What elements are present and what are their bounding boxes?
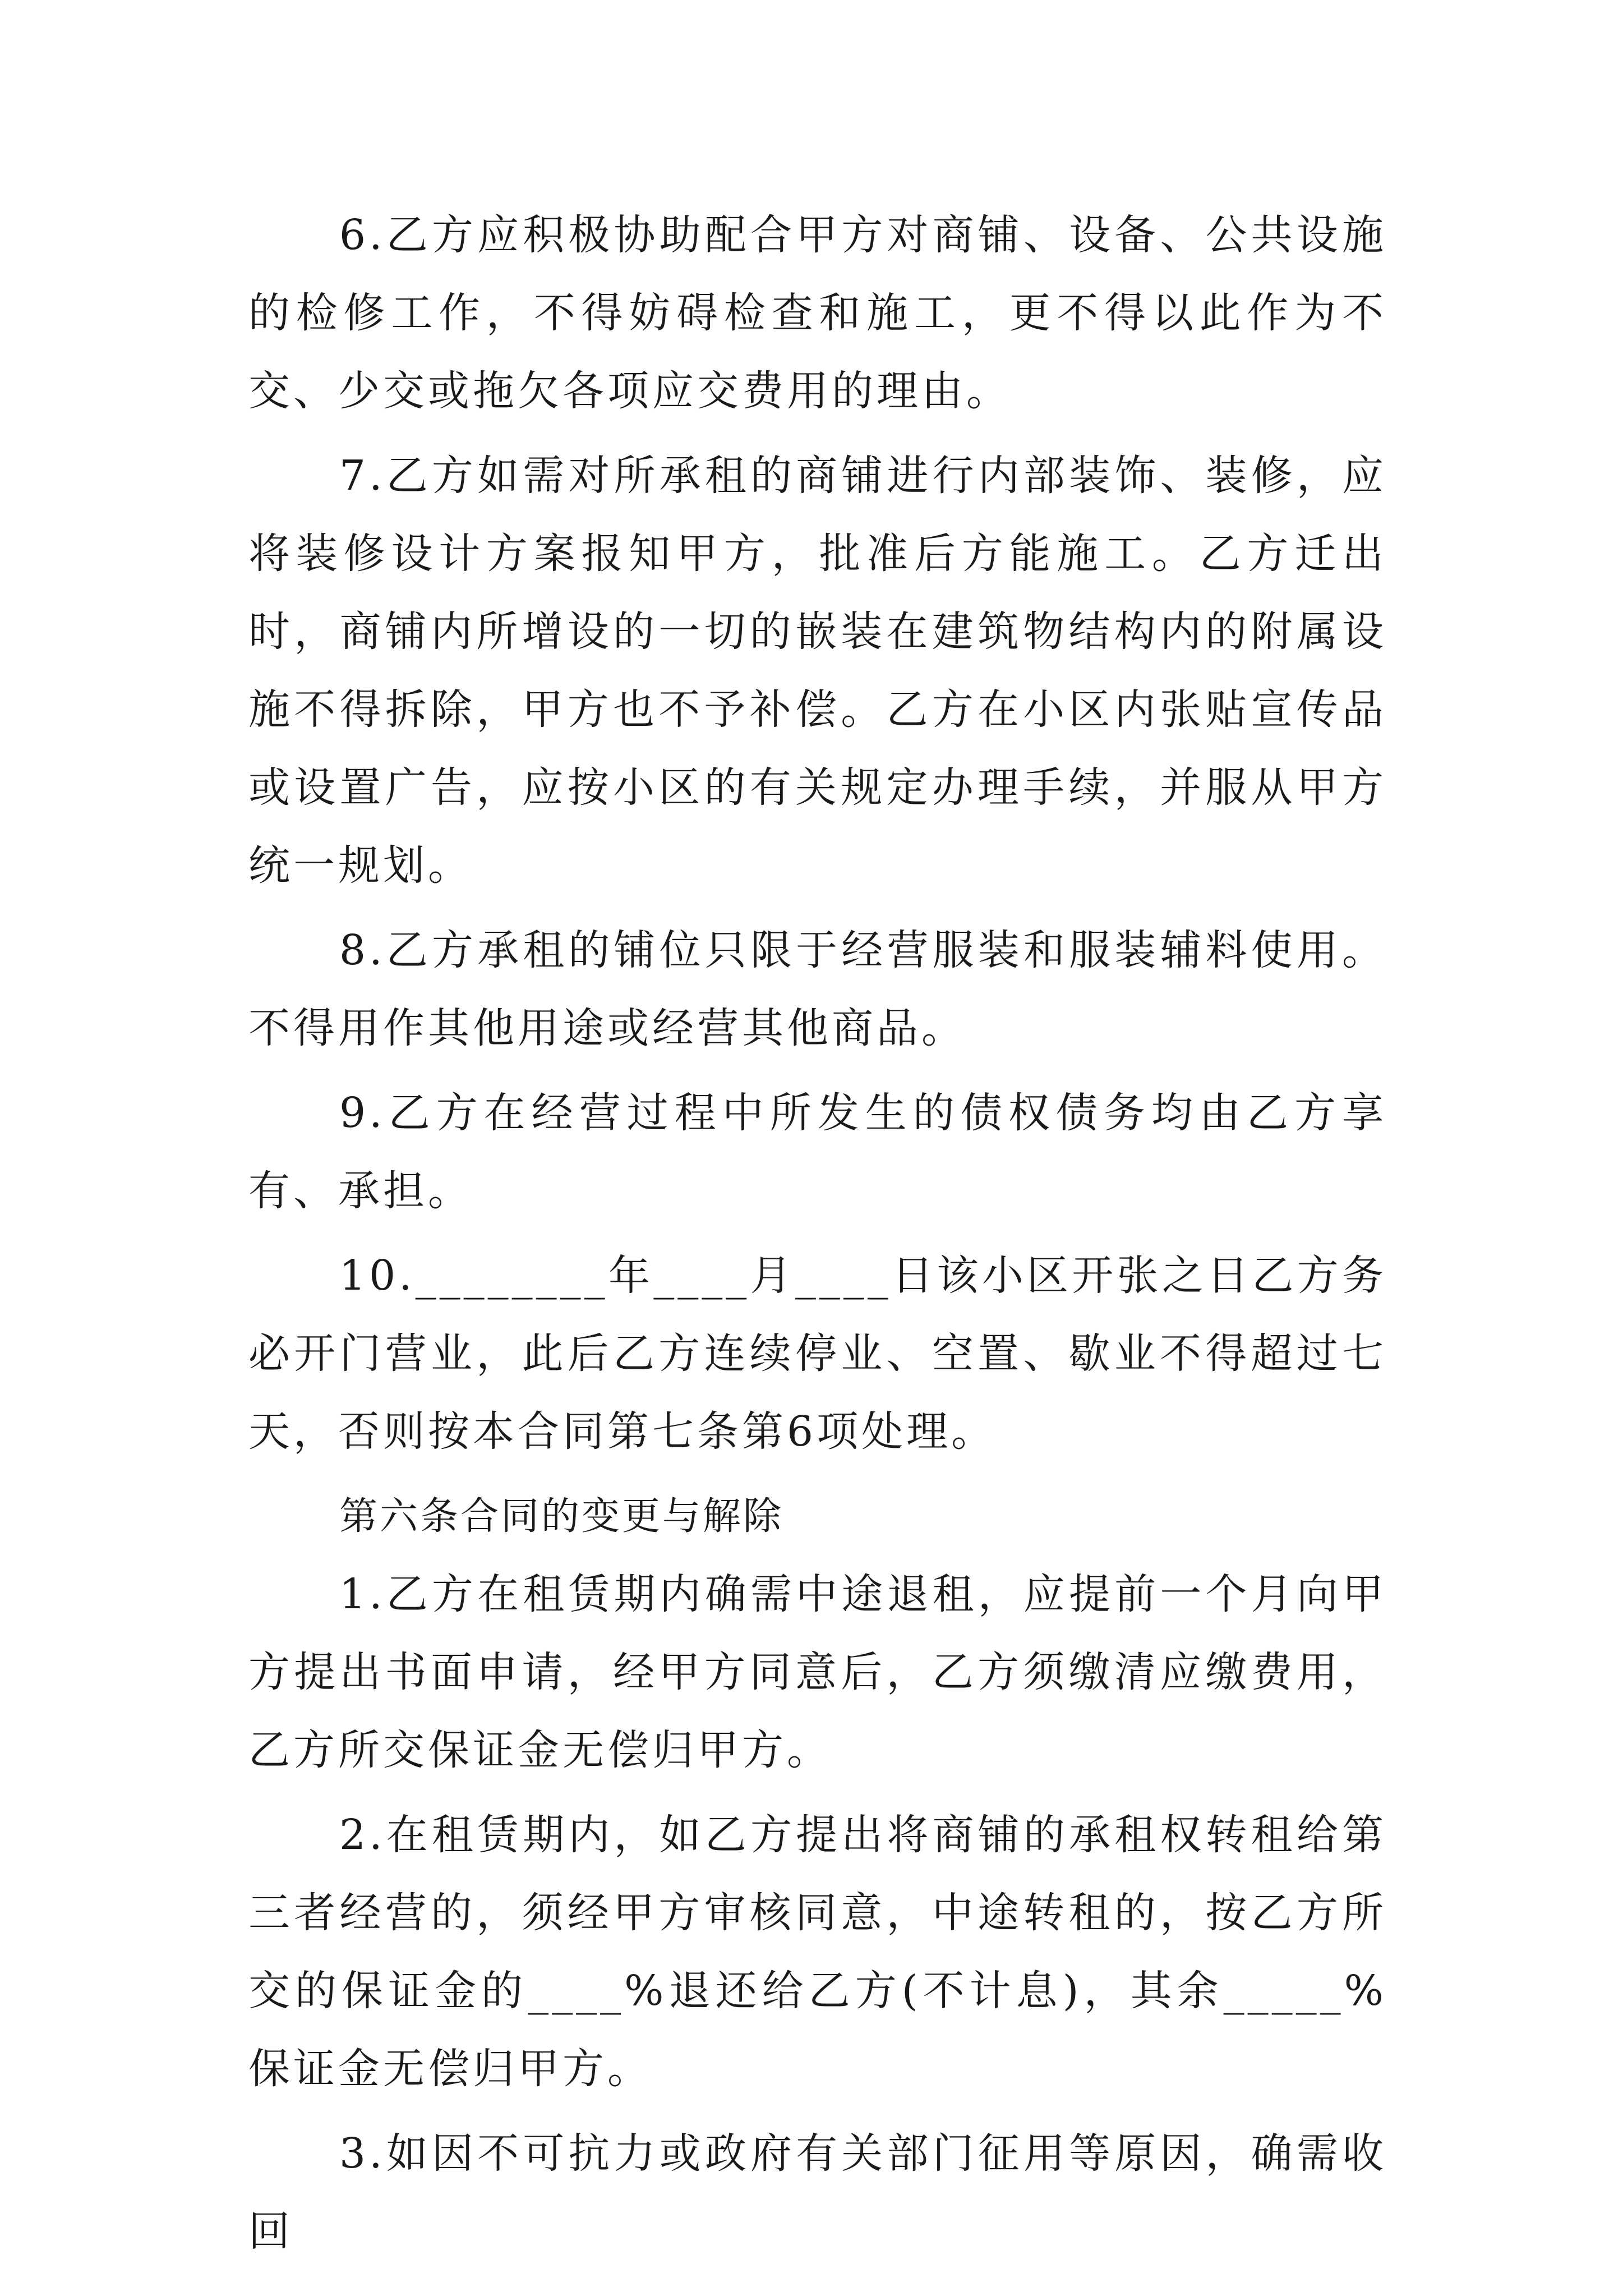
- clause-7: 7.乙方如需对所承租的商铺进行内部装饰、装修，应将装修设计方案报知甲方，批准后方能施工。乙方迁出时，商铺内所增设的一切的嵌装在建筑物结构内的附属设施不得拆除，甲方也不予补偿。乙方在小区内张贴宣传品或设置广告，应按小区的有关规定办理手续，并服从甲方统一规划。: [248, 452, 1387, 890]
- document-body: [248, 196, 1387, 2277]
- clause-10: 10.________年____月____日该小区开张之日乙方务必开门营业，此后乙方连续停业、空置、歇业不得超过七天，否则按本合同第七条第6项处理。: [248, 1251, 1387, 1456]
- clause-8: 8.乙方承租的铺位只限于经营服装和服装辅料使用。不得用作其他用途或经营其他商品。: [248, 926, 1387, 1052]
- section-clause-3: 3.如因不可抗力或政府有关部门征用等原因，确需收回: [248, 2129, 1387, 2256]
- clause-6: 6.乙方应积极协助配合甲方对商铺、设备、公共设施的检修工作，不得妨碍检查和施工，更不得以此作为不交、少交或拖欠各项应交费用的理由。: [248, 211, 1387, 415]
- section-clause-2: 2.在租赁期内，如乙方提出将商铺的承租权转租给第三者经营的，须经甲方审核同意，中途转租的，按乙方所交的保证金的____%退还给乙方(不计息)，其余_____%保证金无偿归甲方。: [248, 1811, 1387, 2093]
- clause-9: 9.乙方在经营过程中所发生的债权债务均由乙方享有、承担。: [248, 1089, 1387, 1215]
- section-heading: 第六条合同的变更与解除: [339, 1494, 784, 1539]
- section-clause-1: 1.乙方在租赁期内确需中途退租，应提前一个月向甲方提出书面申请，经甲方同意后，乙方须缴清应缴费用，乙方所交保证金无偿归甲方。: [248, 1570, 1387, 1774]
